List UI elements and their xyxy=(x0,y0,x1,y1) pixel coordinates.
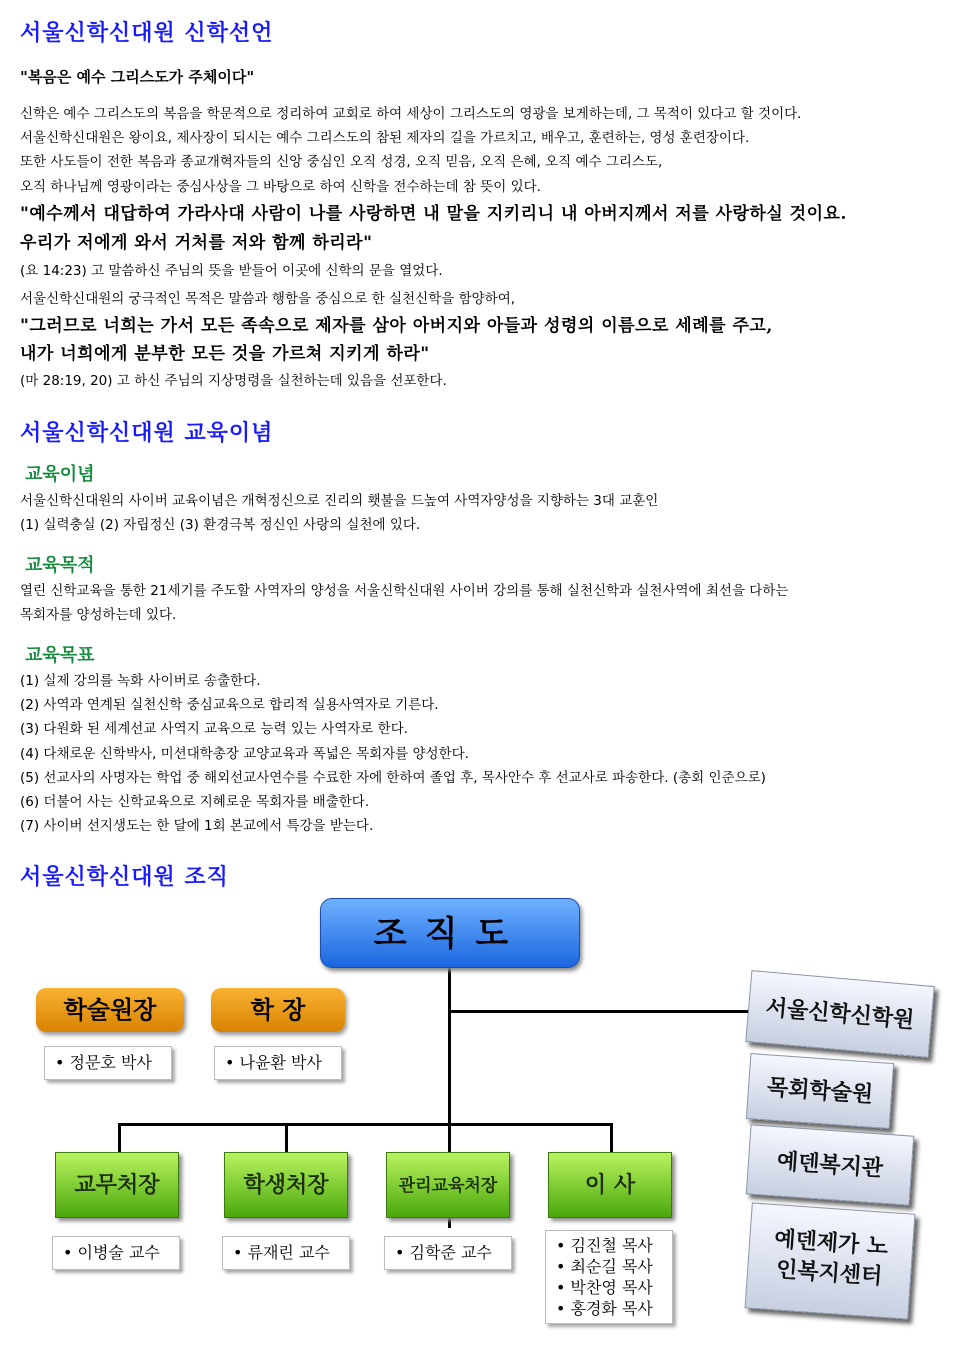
student-affairs-role: 학생처장 xyxy=(224,1152,348,1218)
org-chart xyxy=(0,890,967,1360)
branch-line xyxy=(448,1123,451,1153)
philosophy-title: 교육이념 xyxy=(25,464,95,485)
academic-affairs-role: 교무처장 xyxy=(55,1152,179,1218)
branch-line xyxy=(118,1123,121,1153)
board-member: • 박찬영 목사 xyxy=(556,1278,653,1297)
affiliate-theological-institute: 서울신학신학원 xyxy=(745,970,935,1058)
scripture-quote: 우리가 저에게 와서 거처를 저와 함께 하리라" xyxy=(20,233,373,253)
academic-affairs-name: • 이병술 교수 xyxy=(52,1236,180,1270)
philosophy-line: (1) 실력충실 (2) 자립정신 (3) 환경극복 정신인 사랑의 실천에 있다. xyxy=(20,517,421,533)
scripture-quote: "그러므로 너희는 가서 모든 족속으로 제자를 삼아 아버지와 아들과 성령의 이름으로 세례를 주고, xyxy=(20,316,773,336)
goal-item: (1) 실제 강의를 녹화 사이버로 송출한다. xyxy=(20,673,261,689)
affiliate-senior-welfare-center: 예덴제가 노인복지센터 xyxy=(745,1202,916,1319)
branch-line xyxy=(610,1123,613,1153)
board-member: • 최순길 목사 xyxy=(556,1257,653,1276)
goal-item: (7) 사이버 선지생도는 한 달에 1회 본교에서 특강을 받는다. xyxy=(20,818,374,834)
creed-line: 오직 하나님께 영광이라는 중심사상을 그 바탕으로 하여 신학을 전수하는데 참 뜻이 있다. xyxy=(20,179,541,195)
goals-title: 교육목표 xyxy=(25,645,95,666)
board-members xyxy=(545,1230,673,1324)
creed-motto: "복음은 예수 그리스도가 주체이다" xyxy=(20,68,255,86)
student-affairs-name: • 류재린 교수 xyxy=(222,1236,350,1270)
board-role: 이 사 xyxy=(548,1152,672,1218)
academy-director-role: 학술원장 xyxy=(36,988,184,1032)
creed-line: 또한 사도들이 전한 복음과 종교개혁자들의 신앙 중심인 오직 성경, 오직 믿음, 오직 은혜, 오직 예수 그리스도, xyxy=(20,154,663,170)
creed-line: 서울신학신대원의 궁극적인 목적은 말씀과 행함을 중심으로 한 실천신학을 함양하여, xyxy=(20,291,516,307)
department-connector xyxy=(118,1123,612,1126)
board-member: • 홍경화 목사 xyxy=(556,1299,653,1318)
creed-line: (요 14:23) 고 말씀하신 주님의 뜻을 받들어 이곳에 신학의 문을 열었다. xyxy=(20,263,443,279)
goal-item: (5) 선교사의 사명자는 학업 중 해외선교사연수를 수료한 자에 한하여 졸업 후, 목사안수 후 선교사로 파송한다. (총회 인준으로) xyxy=(20,770,766,786)
board-member: • 김진철 목사 xyxy=(556,1236,653,1255)
creed-line: 서울신학신대원은 왕이요, 제사장이 되시는 예수 그리스도의 참된 제자의 길을 가르치고, 배우고, 훈련하는, 영성 훈련장이다. xyxy=(20,130,750,146)
scripture-quote: "예수께서 대답하여 가라사대 사람이 나를 사랑하면 내 말을 지키리니 내 아버지께서 저를 사랑하실 것이요. xyxy=(20,204,847,224)
purpose-line: 목회자를 양성하는데 있다. xyxy=(20,607,177,623)
purpose-line: 열린 신학교육을 통한 21세기를 주도할 사역자의 양성을 서울신학신대원 사이버 강의를 통해 실천신학과 실천사역에 최선을 다하는 xyxy=(20,583,789,599)
management-role: 관리교육처장 xyxy=(386,1152,510,1218)
affiliate-welfare-center: 예덴복지관 xyxy=(746,1124,914,1205)
education-heading: 서울신학신대원 교육이념 xyxy=(20,421,274,446)
goal-item: (6) 더불어 사는 신학교육으로 지혜로운 목회자를 배출한다. xyxy=(20,794,370,810)
branch-line xyxy=(285,1123,288,1153)
goal-item: (2) 사역과 연계된 실천신학 중심교육으로 합리적 실용사역자로 기른다. xyxy=(20,697,439,713)
academy-director-name: • 정문호 박사 xyxy=(44,1046,172,1080)
creed-line: 신학은 예수 그리스도의 복음을 학문적으로 정리하여 교회로 하여 세상이 그리스도의 영광을 보게하는데, 그 목적이 있다고 할 것이다. xyxy=(20,106,802,122)
philosophy-line: 서울신학신대원의 사이버 교육이념은 개혁정신으로 진리의 횃불을 드높여 사역자양성을 지향하는 3대 교훈인 xyxy=(20,493,659,509)
creed-line: (마 28:19, 20) 고 하신 주님의 지상명령을 실천하는데 있음을 선포한다. xyxy=(20,373,447,389)
affiliate-pastoral-academy: 목회학술원 xyxy=(746,1053,894,1129)
chart-title: 조직도 xyxy=(320,898,580,968)
creed-heading: 서울신학신대원 신학선언 xyxy=(20,21,274,46)
goal-item: (3) 다원화 된 세계선교 사역지 교육으로 능력 있는 사역자로 한다. xyxy=(20,721,409,737)
affiliate-connector xyxy=(448,1010,750,1013)
organization-heading: 서울신학신대원 조직 xyxy=(20,865,229,890)
management-name: • 김학준 교수 xyxy=(384,1236,512,1270)
president-name: • 나윤환 박사 xyxy=(214,1046,342,1080)
president-role: 학 장 xyxy=(211,988,345,1032)
purpose-title: 교육목적 xyxy=(25,555,95,576)
scripture-quote: 내가 너희에게 분부한 모든 것을 가르쳐 지키게 하라" xyxy=(20,344,430,364)
goal-item: (4) 다채로운 신학박사, 미션대학총장 교양교육과 폭넓은 목회자를 양성한다. xyxy=(20,746,469,762)
